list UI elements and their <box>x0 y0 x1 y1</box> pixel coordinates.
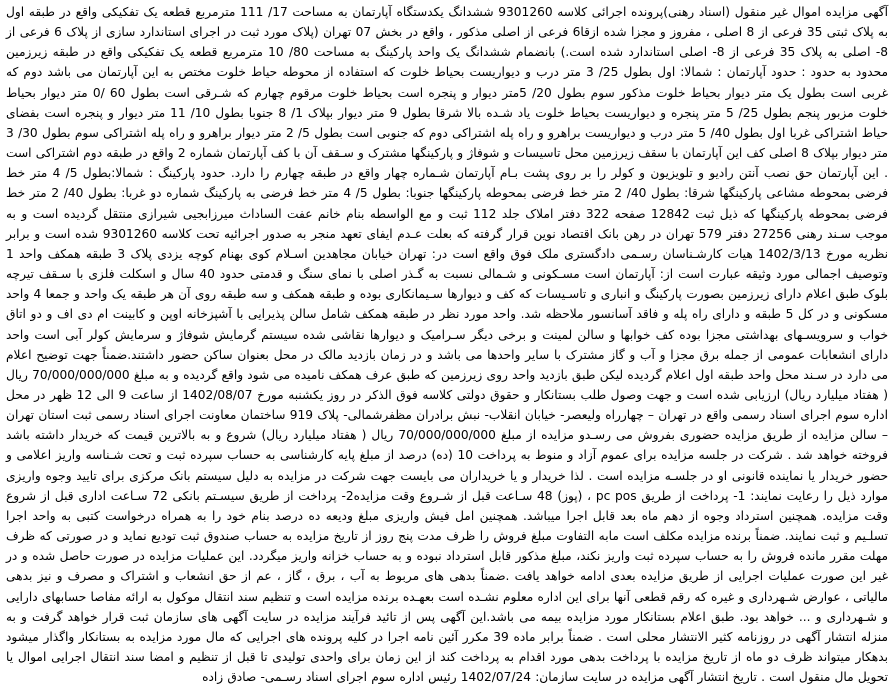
auction-notice-text: آگهی مزایده اموال غیر منقول (اسناد رهنی)پرونده اجرائی کلاسه 9301260 ششدانگ یکدستگاه آپارتمان به مساحت 17/ 111 مترمربع قطعه یک تفکیکی واقع در طبقه اول به پلاک ثبتی 35 فرعی از 8 اصلی ، مفروز و مجزا شده ازقا6 فرعی از اصلی مذکور ، واقع در بخش 07 تهران (پلاک مورد ثبت در اجرای استاندارد سازی از پلاک 6 فرعی از 8- اصلی به پلاک 35 فرعی از 8- اصلی استاندارد شده است.) بانضمام ششدانگ یک واحد پارکینگ به مساحت 80/ 10 مترمربع قطعه یک تفکیکی واقع در طبقه زیرزمین محدود به حدود : حدود آپارتمان : شمالا: اول بطول 25/ 3 متر درب و دیواریست بحیاط خلوت که استفاده از محوطه حیاط خلوت مختص به این آپارتمان می باشد دوم که غربی است بطول یک متر دیوار بحیاط خلوت مذکور سوم بطول 20/ 5متر دیوار و پنجره است بحیاط خلوت مرقوم چهارم که شـرقی است بطول 60 /0 متر دیوار بحیاط خلوت مزبور پنجم بطول 25/ 5 متر پنجره و دیواریست بحیاط خلوت یاد شـده بالا شرقا بطول 9 متر دیوار بپلاک 1/ 8 جنوبا بطول 10/ 11 متر دیوار و پنجره است بفضای حیاط اشتراکی غربا اول بطول 40/ 5 متر درب و دیواریست براهرو و راه پله اشتراکی دوم که جنوبی است بطول 5/ 2 متر دیوار براهرو و راه پله اشتراکی سوم بطول 30/ 3 متر دیوار بپلاک 8 اصلی کف این آپارتمان با سقف زیرزمین محل تاسیسات و شوفاژ و پارکینگها مشترک و سـقف آن با کف آپارتمان شماره 2 واقع در طبقه دوم اشتراکی است . این آپارتمان حق نصب آنتن رادیو و تلویزیون و کولر را بر روی پشت بـام آپارتمان شـماره چهار واقع در طبقه چهارم را دارد. حدود پارکینگ : شمالا:بطول 5/ 4 متر خط فرضی بمحوطه مشاعی پارکینگها شرقا: بطول 40/ 2 متر خط فرضی بمحوطه پارکینگها جنوبا: بطول 5/ 4 متر خط فرضی به پارکینگ شماره دو غربا: بطول 40/ 2 متر خط فرضی بمحوطه پارکینگها که ذیل ثبت 12842 صفحه 322 دفتر املاک جلد 112 ثبت و مع الواسطه بنام خانم عفت الساداث میرزابجیی شیرازی منتقل گردیده است و به موجب سـند رهنی 27256 دفتر 579 تهران در رهن بانک اقتصاد نوین قرار گرفته که بعلت عـدم ایفای تعهد منجر به صدور اجرائیه تحت کلاسه 9301260 شده است و برابر نظریه مورخ 1402/3/13 هیات کارشـناسان رسـمی دادگستری ملک فوق واقع است در: تهران خیابان مجاهدین اسـلام کوی بهنام کوچه یزدی پلاک 3 طبقه همکف واحد 1 وتوصیف اجمالی مورد وثیقه عبارت است از: آپارتمان است مسـکونی و شـمالی نسبت به گـذر اصلی با نمای سنگ و قدمتی حدود 40 سال و اسکلت فلزی با سـقف تیرچه بلوک طبق اعلام دارای زیرزمین بصورت پارکینگ و انباری و تاسـیسات که کف و دیوارها سـیمانکاری بوده و طبقه همکف و سه طبقه روی آن هر طبقه یک واحد و جمعا 4 واحد مسکونی و در کل 5 طبقه و دارای راه پله و فاقد آسانسور ملاحظه شد. واحد مورد نظر در طبقه همکف شامل سالن پذیرایی با آشپزخانه اوپن و کابینت ام دی اف و دو اتاق خواب و سرویسـهای بهداشتی مجزا بوده کف خوابها و سالن لمینت و برخی دیگر سـرامیک و دیوارها نقاشی شده سیستم گرمایش شوفاژ و سرمایش کولر آبی است واحد دارای انشعابات عمومی از جمله برق مجزا و آب و گاز مشترک با سایر واحدها می باشد و در زمان بازدید مالک در محل بعنوان ساکن حضور داشتند.ضمناً جهت توضیح اعلام می دارد در سـند محل واحد طبقه اول اعلام گردیده لیکن طبق بازدید واحد روی زیرزمین که طبق عرف همکف نامیده می شود واقع گردیده و به مبلغ 70/000/000/000 ریال ( هفتاد میلیارد ریال) ارزیابی شده است و جهت وصول طلب بستانکار و حقوق دولتی کلاسه فوق الذکر در روز یکشنبه مورخ 1402/08/07 از ساعت 9 الی 12 ظهر در محل اداره سوم اجرای اسناد رسمی واقع در تهران – چهارراه ولیعصر- خیابان انقلاب- نبش برادران مظفرشمالی- پلاک 919 ساختمان معاونت اجرای اسناد رسمی ثبت استان تهران – سالن مزایده از طریق مزایده حضوری بفروش می رسـدو مزایده از مبلغ 70/000/000/000 ریال ( هفتاد میلیارد ریال) شروع و به بالاترین قیمت که خریدار داشته باشد فروخته خواهد شد . شرکت در جلسه مزایده برای عموم آزاد و منوط به پرداخت 10 (ده) درصد از مبلغ پایه کارشناسی به حساب سپرده ثبت و تحت شـناسه واریز اعلامی و حضور خریدار یا نماینده قانونی او در جلسـه مزایده است . لذا خریدار و یا خریداران می بایست جهت شرکت در مزایده به دلیل سیستم بانک مرکزی برای تایید وجوه واریزی موارد ذیل را رعایت نمایند: 1- پرداخت از طریق pc pos ، (پوز) 48 سـاعت قبل از شـروع وقت مزایده2- پرداخت از طریق سیسـتم بانکی 72 سـاعت اداری قبل از شروع وقت مزایده. همچنین استرداد وجوه از دهم ماه بعد قابل اجرا میباشد. همچنین امل فیش واریزی مبلغ ودیعه ده درصد بنام خود را به همراه درخواست کتبی به واحد اجرا تسلـیم و ثبت نمایند. ضمناً برنده مزایده مکلف است مابه التفاوت مبلغ فروش را ظرف مدت پنج روز از تاریخ مزایده به حساب صندوق ثبت تودیع نماید و در صورتی که ظرف مهلت مقرر مانده فروش را به حساب سپرده ثبت واریز نکند، مبلغ مذکور قابل استرداد نبوده و به حساب خزانه واریز میگردد. این عملیات مزایده در صورت حاصل شده و در غیر این صورت عملیات اجرایی از طریق مزایده بعدی ادامه خواهد یافت .ضمناً بدهی های مربوط به آب ، برق ، گاز ، عم از حق انشعاب و اشتراک و مصرف و نیز بدهی مالیاتی ، عوارض شـهرداری و غیره که رقم قطعی آنها برای این اداره معلوم نشـده است بعهـده برنده مزایده است و تنظیم سند انتقال موکول به ارائه مفاصا حسابهای دارایی و شـهرداری و ... خواهد بود. طبق اعلام بستانکار مورد مزایده بیمه می باشد.این آگهی پس از تائید فرآیند مزایده در سایت آگهی های سازمان ثبت قرار خواهد گرفت و به منزله انتشار آگهی در روزنامه کثیر الانتشار محلی است . ضمناً برابر ماده 39 مکرر آئین نامه اجرا در کلیه پرونده های اجرایی که مال مورد مزایده به بستانکار واگذار میشود بدهکار میتواند ظرف دو ماه از تاریخ مزایده با پرداخت بدهی مورد اقدام به پرداخت کند از این زمان برای واحدی تولیدی تا قبل از تنظیم و امضا سند انتقال اجرایی اموال یا تحویل مال منقول است . تاریخ انتشار آگهی مزایده در سایت سازمان: 1402/07/24 رئیس اداره سوم اجرای اسناد رسـمی- صادق زاده <box>6 5 889 685</box>
